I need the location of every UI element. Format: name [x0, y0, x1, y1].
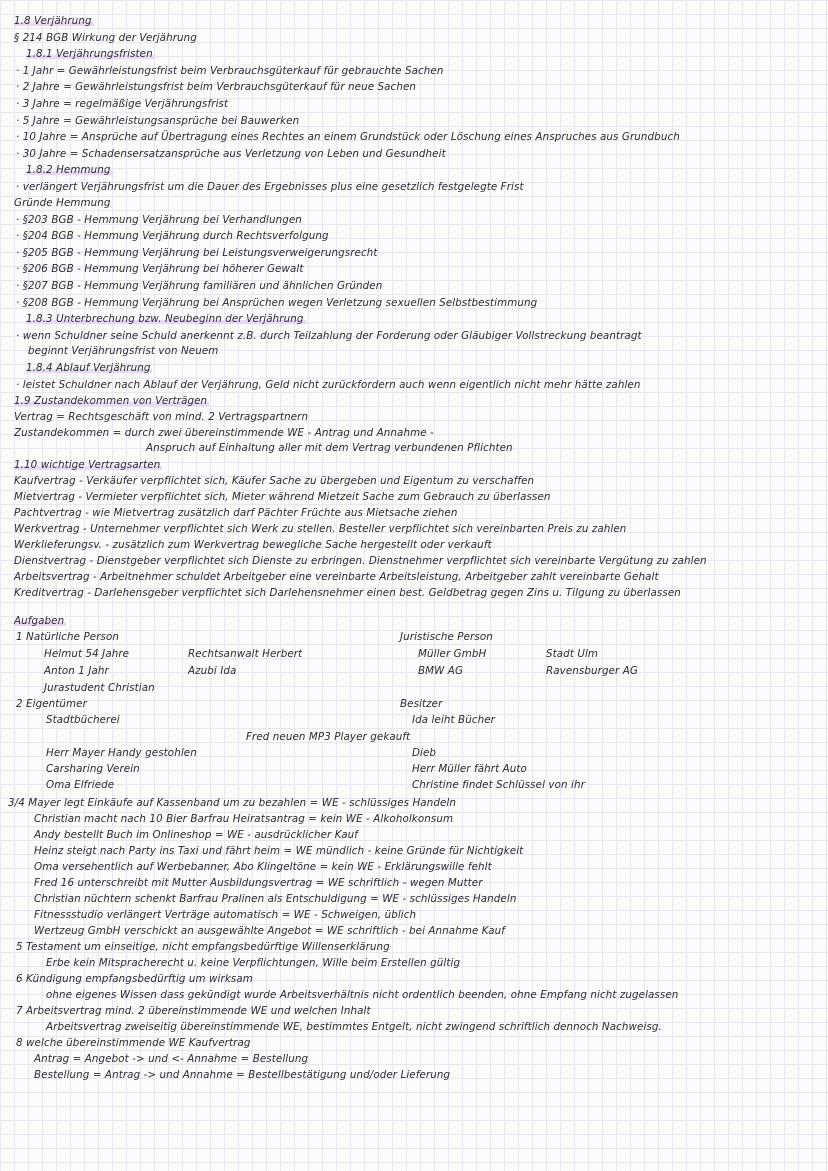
note-line: Kreditvertrag - Darlehensgeber verpflichtet sich Darlehensnehmer einen best. Geldbetrag gegen Zins u. Tilgung zu überlassen [14, 587, 681, 599]
note-line: · leistet Schuldner nach Ablauf der Verjährung, Geld nicht zurückfordern auch wenn eigentlich nicht mehr hätte zahlen [16, 379, 641, 391]
note-line: Oma versehentlich auf Werbebanner, Abo Klingeltöne = kein WE - Erklärungswille fehlt [34, 861, 492, 873]
note-line: Christine findet Schlüssel von ihr [412, 779, 585, 791]
note-line: Stadt Ulm [546, 648, 599, 660]
task-heading: Besitzer [400, 698, 443, 710]
note-line: Ravensburger AG [546, 665, 638, 677]
note-line: Azubi Ida [188, 665, 237, 677]
note-line: Fred 16 unterschreibt mit Mutter Ausbildungsvertrag = WE schriftlich - wegen Mutter [34, 877, 483, 889]
note-line: · 5 Jahre = Gewährleistungsansprüche bei Bauwerken [16, 115, 300, 127]
note-line: · 2 Jahre = Gewährleistungsfrist beim Verbrauchsgüterkauf für neue Sachen [16, 81, 417, 93]
note-line: Anton 1 Jahr [44, 665, 109, 677]
note-line: Fred neuen MP3 Player gekauft [246, 731, 411, 743]
section-title-vertragsarten: 1.10 wichtige Vertragsarten [14, 459, 161, 471]
note-line: Vertrag = Rechtsgeschäft von mind. 2 Vertragspartnern [14, 411, 309, 423]
note-line: Helmut 54 Jahre [44, 648, 130, 660]
note-line: · verlängert Verjährungsfrist um die Dauer des Ergebnisses plus eine gesetzlich festgelegte Frist [16, 181, 524, 193]
note-line: Anspruch auf Einhaltung aller mit dem Vertrag verbundenen Pflichten [146, 442, 513, 454]
note-line: 6 Kündigung empfangsbedürftig um wirksam [16, 973, 253, 985]
note-line: · §204 BGB - Hemmung Verjährung durch Rechtsverfolgung [16, 230, 329, 242]
note-line: Wertzeug GmbH verschickt an ausgewählte Angebot = WE schriftlich - bei Annahme Kauf [34, 925, 506, 937]
note-line: 8 welche übereinstimmende WE Kaufvertrag [16, 1037, 251, 1049]
note-line: Christian nüchtern schenkt Barfrau Pralinen als Entschuldigung = WE - schlüssiges Handeln [34, 893, 517, 905]
note-line: Dienstvertrag - Dienstgeber verpflichtet sich Dienste zu erbringen. Dienstnehmer verpflichtet sich vereinbarte Vergütung zu zahlen [14, 555, 707, 567]
section-title-aufgaben: Aufgaben [14, 615, 65, 627]
note-line: Herr Mayer Handy gestohlen [46, 747, 197, 759]
subsection-title: 1.8.2 Hemmung [26, 164, 111, 176]
note-line: ohne eigenes Wissen dass gekündigt wurde Arbeitsverhältnis nicht ordentlich beenden, ohne Empfang nicht zugelassen [46, 989, 679, 1001]
note-line: Christian macht nach 10 Bier Barfrau Heiratsantrag = kein WE - Alkoholkonsum [34, 813, 454, 825]
note-line: · §208 BGB - Hemmung Verjährung bei Ansprüchen wegen Verletzung sexuellen Selbstbestimmung [16, 297, 538, 309]
note-line: Antrag = Angebot -> und <- Annahme = Bestellung [34, 1053, 309, 1065]
note-line: · 30 Jahre = Schadensersatzansprüche aus Verletzung von Leben und Gesundheit [16, 148, 446, 160]
note-line: BMW AG [418, 665, 464, 677]
note-line: Mietvertrag - Vermieter verpflichtet sich, Mieter während Mietzeit Sache zum Gebrauch zu überlassen [14, 491, 551, 503]
task-heading: 2 Eigentümer [16, 698, 87, 710]
note-line: Erbe kein Mitspracherecht u. keine Verpflichtungen, Wille beim Erstellen gültig [46, 957, 461, 969]
note-line: Oma Elfriede [46, 779, 115, 791]
note-line: · 1 Jahr = Gewährleistungsfrist beim Verbrauchsgüterkauf für gebrauchte Sachen [16, 65, 444, 77]
note-line: Carsharing Verein [46, 763, 140, 775]
note-line: Rechtsanwalt Herbert [188, 648, 303, 660]
note-line: · §207 BGB - Hemmung Verjährung familiären und ähnlichen Gründen [16, 280, 383, 292]
section-title-verjaehrung: 1.8 Verjährung [14, 15, 92, 27]
note-line: 7 Arbeitsvertrag mind. 2 übereinstimmende WE und welchen Inhalt [16, 1005, 371, 1017]
note-line: Fitnessstudio verlängert Verträge automatisch = WE - Schweigen, üblich [34, 909, 417, 921]
note-line: § 214 BGB Wirkung der Verjährung [14, 32, 197, 44]
note-line: beginnt Verjährungsfrist von Neuem [28, 345, 219, 357]
note-line: Müller GmbH [418, 648, 487, 660]
note-line: Herr Müller fährt Auto [412, 763, 527, 775]
task-heading: 1 Natürliche Person [16, 631, 120, 643]
note-line: Stadtbücherei [46, 714, 120, 726]
note-line: Gründe Hemmung [14, 197, 111, 209]
subsection-title: 1.8.3 Unterbrechung bzw. Neubeginn der Verjährung [26, 313, 304, 325]
note-line: Ida leiht Bücher [412, 714, 495, 726]
subsection-title: 1.8.4 Ablauf Verjährung [26, 362, 151, 374]
note-line: · §205 BGB - Hemmung Verjährung bei Leistungsverweigerungsrecht [16, 247, 378, 259]
note-line: Heinz steigt nach Party ins Taxi und fährt heim = WE mündlich - keine Gründe für Nichtigkeit [34, 845, 524, 857]
note-line: Arbeitsvertrag - Arbeitnehmer schuldet Arbeitgeber eine vereinbarte Arbeitsleistung, Arbeitgeber zahlt vereinbarte Gehalt [14, 571, 659, 583]
note-line: 5 Testament um einseitige, nicht empfangsbedürftige Willenserklärung [16, 941, 390, 953]
note-line: 3/4 Mayer legt Einkäufe auf Kassenband um zu bezahlen = WE - schlüssiges Handeln [8, 797, 457, 809]
task-heading: Juristische Person [400, 631, 493, 643]
note-line: · 10 Jahre = Ansprüche auf Übertragung eines Rechtes an einem Grundstück oder Löschung eines Anspruches aus Grundbuch [16, 131, 680, 143]
note-line: Kaufvertrag - Verkäufer verpflichtet sich, Käufer Sache zu übergeben und Eigentum zu verschaffen [14, 475, 535, 487]
subsection-title: 1.8.1 Verjährungsfristen [26, 48, 153, 60]
note-line: Bestellung = Antrag -> und Annahme = Bestellbestätigung und/oder Lieferung [34, 1069, 451, 1081]
note-line: · §206 BGB - Hemmung Verjährung bei höherer Gewalt [16, 263, 304, 275]
note-line: Werkvertrag - Unternehmer verpflichtet sich Werk zu stellen. Besteller verpflichtet sich vereinbarten Preis zu zahlen [14, 523, 627, 535]
note-line: · wenn Schuldner seine Schuld anerkennt z.B. durch Teilzahlung der Forderung oder Gläubiger Vollstreckung beantragt [16, 330, 642, 342]
section-title-vertraege: 1.9 Zustandekommen von Verträgen [14, 395, 208, 407]
note-line: · 3 Jahre = regelmäßige Verjährungsfrist [16, 98, 229, 110]
note-line: Werklieferungsv. - zusätzlich zum Werkvertrag bewegliche Sache hergestellt oder verkauft [14, 539, 492, 551]
note-line: Andy bestellt Buch im Onlineshop = WE - ausdrücklicher Kauf [34, 829, 359, 841]
note-line: Pachtvertrag - wie Mietvertrag zusätzlich darf Pächter Früchte aus Mietsache ziehen [14, 507, 458, 519]
note-line: Arbeitsvertrag zweiseitig übereinstimmende WE, bestimmtes Entgelt, nicht zwingend schriftlich dennoch Nachweisg. [46, 1021, 662, 1033]
note-line: · §203 BGB - Hemmung Verjährung bei Verhandlungen [16, 214, 302, 226]
note-line: Zustandekommen = durch zwei übereinstimmende WE - Antrag und Annahme - [14, 427, 434, 439]
note-line: Dieb [412, 747, 437, 759]
note-line: Jurastudent Christian [44, 682, 155, 694]
